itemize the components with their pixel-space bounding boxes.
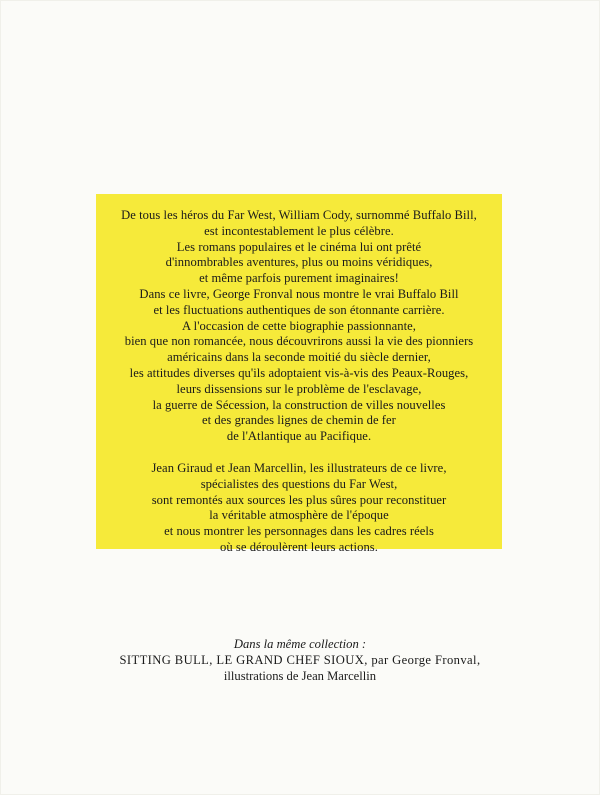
summary-line: de l'Atlantique au Pacifique. <box>226 429 372 444</box>
summary-line: Dans ce livre, George Fronval nous montre le vrai Buffalo Bill <box>139 286 459 301</box>
summary-line: bien que non romancée, nous découvrirons aussi la vie des pionniers <box>124 334 474 349</box>
illustrators-line: où se déroulèrent leurs actions. <box>220 539 378 554</box>
illustrators-line: et nous montrer les personnages dans les cadres réels <box>164 524 434 539</box>
illustrators-line: la véritable atmosphère de l'époque <box>209 508 389 523</box>
paragraph-spacer <box>96 445 502 461</box>
summary-panel <box>96 194 502 554</box>
summary-line: et les fluctuations authentiques de son étonnante carrière. <box>153 302 445 317</box>
summary-line: d'innombrables aventures, plus ou moins véridiques, <box>165 255 433 270</box>
summary-line: est incontestablement le plus célèbre. <box>204 223 394 238</box>
related-title: SITTING BULL, LE GRAND CHEF SIOUX, par George Fronval, <box>119 653 481 667</box>
summary-line: la guerre de Sécession, la construction de villes nouvelles <box>152 397 446 412</box>
same-collection-footer <box>0 636 600 684</box>
illustrators-line: sont remontés aux sources les plus sûres pour reconstituer <box>151 492 447 507</box>
summary-line: les attitudes diverses qu'ils adoptaient vis-à-vis des Peaux-Rouges, <box>129 365 469 380</box>
illustrators-line: spécialistes des questions du Far West, <box>200 476 398 491</box>
summary-line: Les romans populaires et le cinéma lui ont prêté <box>176 239 422 254</box>
summary-line: et même parfois purement imaginaires! <box>199 271 399 286</box>
summary-line: leurs dissensions sur le problème de l'esclavage, <box>176 381 422 396</box>
illustrators-line: Jean Giraud et Jean Marcellin, les illustrateurs de ce livre, <box>151 460 447 475</box>
summary-text <box>96 208 502 556</box>
summary-line: De tous les héros du Far West, William Cody, surnommé Buffalo Bill, <box>121 208 477 222</box>
summary-line: A l'occasion de cette biographie passionnante, <box>182 318 416 333</box>
summary-line: et des grandes lignes de chemin de fer <box>202 413 396 428</box>
related-illustrator: illustrations de Jean Marcellin <box>223 669 377 683</box>
summary-line: américains dans la seconde moitié du siècle dernier, <box>167 350 431 365</box>
collection-label: Dans la même collection : <box>233 637 367 651</box>
